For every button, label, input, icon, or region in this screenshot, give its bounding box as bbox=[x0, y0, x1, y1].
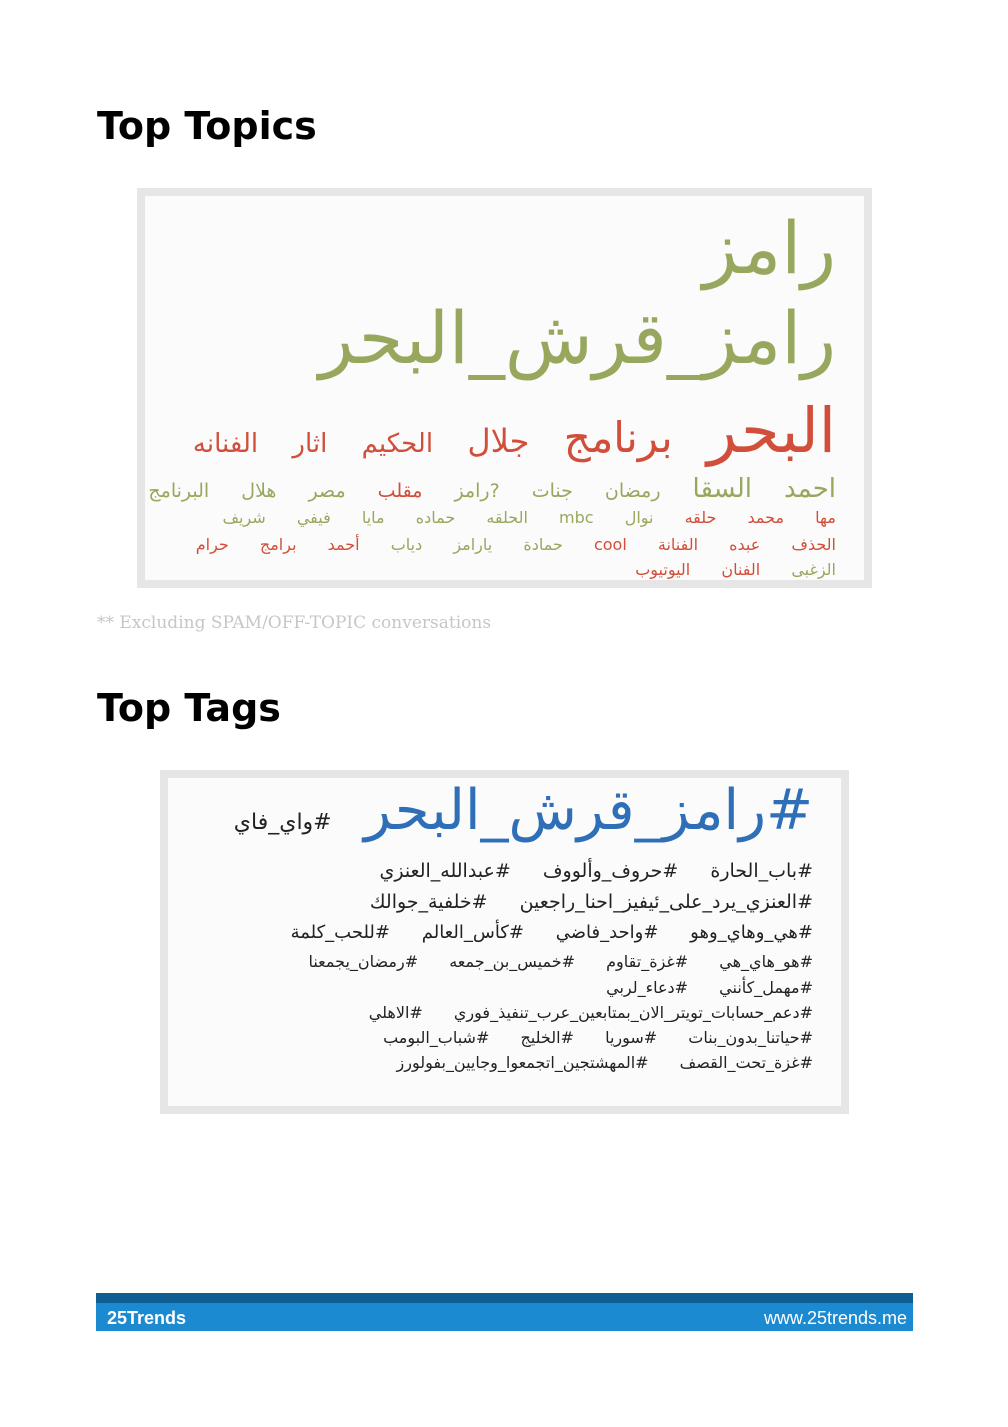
topic-word: السقا bbox=[692, 474, 752, 504]
tag-word: #رمضان_يجمعنا bbox=[308, 952, 419, 971]
topics-cloud-panel bbox=[145, 196, 864, 580]
tag-word: #كأس_العالم bbox=[421, 922, 524, 943]
topic-word: يارامز bbox=[453, 535, 493, 554]
tag-line-4 bbox=[291, 922, 813, 943]
topic-line-3 bbox=[193, 394, 836, 467]
topics-word-cloud bbox=[137, 188, 872, 588]
tag-line-5 bbox=[308, 952, 813, 971]
tag-word: #حياتنا_بدون_بنات bbox=[688, 1028, 813, 1047]
footer-url[interactable]: www.25trends.me bbox=[763, 1308, 907, 1328]
tag-word: #مهمل_كأنني bbox=[719, 978, 813, 997]
tags-cloud-panel bbox=[168, 778, 841, 1106]
topic-word: cool bbox=[593, 535, 627, 554]
topic-word: مصر bbox=[308, 480, 346, 502]
tag-word: #حروف_وألووف bbox=[542, 860, 679, 882]
tag-word: #باب_الحارة bbox=[710, 860, 813, 882]
tag-word: #سوريا bbox=[605, 1028, 658, 1047]
topic-word: اليوتيوب bbox=[635, 560, 691, 579]
tag-word: #الخليج bbox=[520, 1028, 574, 1047]
tag-word: #واحد_فاضي bbox=[555, 922, 659, 943]
topic-word: جنات bbox=[531, 480, 573, 502]
topic-word: شريف bbox=[222, 508, 266, 527]
tag-word: #هي_وهاي_وهو bbox=[690, 922, 813, 943]
topic-word: الحذف bbox=[791, 535, 836, 554]
tag-word: #خميس_بن_جمعه bbox=[449, 952, 576, 971]
topic-word: حماده bbox=[415, 508, 456, 527]
topic-line-2 bbox=[319, 296, 836, 380]
tag-line-1 bbox=[234, 778, 813, 843]
tag-word: #دعم_حسابات_تويتر_الان_بمتابعين_عرب_تنفيذ_فوري bbox=[453, 1003, 813, 1022]
topic-word: حلقه bbox=[684, 508, 717, 527]
topic-word: الفنان bbox=[721, 560, 761, 579]
topic-line-7 bbox=[635, 560, 836, 579]
topic-word: البرنامج bbox=[148, 480, 210, 502]
topic-word: مها bbox=[815, 508, 836, 527]
topic-word: اثار bbox=[292, 429, 328, 459]
topic-word: دياب bbox=[390, 535, 423, 554]
topic-word: أحمد bbox=[327, 535, 360, 554]
tag-line-3 bbox=[370, 891, 813, 913]
top-tags-title: Top Tags bbox=[97, 686, 281, 730]
tag-line-2 bbox=[379, 860, 813, 882]
topic-word: محمد bbox=[747, 508, 785, 527]
topic-word: الحلقه bbox=[486, 508, 528, 527]
footer-brand: 25Trends bbox=[107, 1308, 187, 1328]
topic-word: ?رامز bbox=[454, 480, 500, 502]
topic-word: جلال bbox=[467, 422, 530, 460]
tag-word: #عبدالله_العنزي bbox=[379, 860, 511, 882]
tag-word: #شباب_البومب bbox=[383, 1028, 490, 1047]
tag-word: #هو_هاي_هي bbox=[719, 952, 813, 971]
topic-line-6 bbox=[196, 535, 836, 554]
topic-word: رامز_قرش_البحر bbox=[319, 296, 836, 380]
footnote: ** Excluding SPAM/OFF-TOPIC conversations bbox=[97, 613, 492, 633]
topic-word: رمضان bbox=[604, 480, 661, 502]
topic-word: فيفي bbox=[296, 508, 331, 527]
topic-word: مقلب bbox=[377, 480, 423, 502]
topic-line-1 bbox=[703, 206, 836, 290]
tag-word: #خلفية_جوالك bbox=[369, 891, 488, 913]
topic-word: برامج bbox=[259, 535, 297, 554]
topic-word: هلال bbox=[241, 480, 277, 502]
tag-word: #واي_فاي bbox=[233, 810, 332, 835]
topic-word: مايا bbox=[361, 508, 385, 527]
tag-word: #المهشتجين_اتجمعوا_وجايين_بفولورز bbox=[396, 1053, 649, 1072]
tag-word: #رامز_قرش_البحر bbox=[363, 778, 813, 843]
tag-line-7 bbox=[369, 1003, 813, 1022]
tags-word-cloud bbox=[160, 770, 849, 1114]
footer-bar bbox=[96, 1293, 913, 1331]
topic-word: الفنانة bbox=[657, 535, 699, 554]
tag-line-9 bbox=[397, 1053, 813, 1072]
top-topics-title: Top Topics bbox=[97, 104, 317, 148]
topic-word: الحكيم bbox=[361, 429, 434, 459]
topic-word: mbc bbox=[559, 508, 594, 527]
tag-line-6 bbox=[606, 978, 813, 997]
topic-word: الزغبى bbox=[791, 560, 836, 579]
topic-word: رامز bbox=[702, 206, 836, 290]
tag-word: #غزة_تقاوم bbox=[606, 952, 689, 971]
topic-line-5 bbox=[222, 508, 836, 527]
tag-word: #العنزي_يرد_على_ئيفيز_احنا_راجعين bbox=[519, 891, 813, 913]
tag-line-8 bbox=[383, 1028, 813, 1047]
tag-word: #الاهلي bbox=[368, 1003, 423, 1022]
tag-word: #للحب_كلمة bbox=[290, 922, 390, 943]
topic-word: الفنانه bbox=[192, 429, 259, 459]
topic-word: حرام bbox=[195, 535, 229, 554]
topic-word: برنامج bbox=[563, 413, 673, 462]
topic-word: البحر bbox=[706, 394, 836, 467]
topic-word: احمد bbox=[784, 474, 836, 504]
tag-word: #غزة_تحت_القصف bbox=[679, 1053, 813, 1072]
topic-word: نوال bbox=[624, 508, 654, 527]
tag-word: #دعاء_لربي bbox=[606, 978, 689, 997]
topic-word: حمادة bbox=[523, 535, 563, 554]
topic-word: عبده bbox=[729, 535, 761, 554]
topic-line-4 bbox=[148, 474, 836, 504]
